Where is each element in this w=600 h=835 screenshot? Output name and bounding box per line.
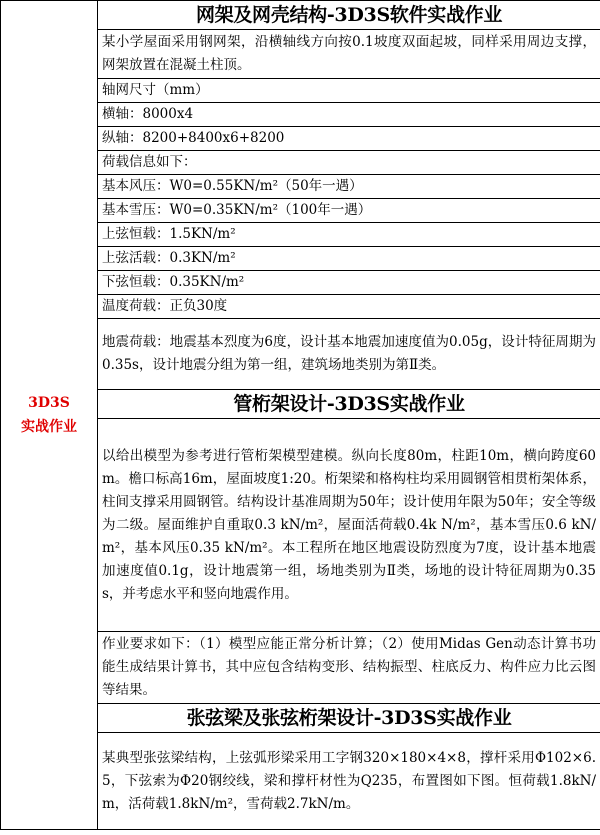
load-info-label: 荷载信息如下： <box>98 151 600 175</box>
section-1-description: 某小学屋面采用钢网架，沿横轴线方向按0.1坡度双面起坡，同样采用周边支撑， 网架放置在混凝土柱顶。 <box>98 30 600 79</box>
section-1-title: 网架及网壳结构-3D3S软件实战作业 <box>98 1 600 30</box>
category-line-1: 3D3S <box>28 395 70 411</box>
temperature-load: 温度荷载：正负30度 <box>98 295 600 319</box>
wind-pressure: 基本风压：W0=0.55KN/m²（50年一遇） <box>98 175 600 199</box>
category-line-2: 实战作业 <box>21 419 77 435</box>
horizontal-axis: 横轴：8000x4 <box>98 103 600 127</box>
snow-pressure: 基本雪压：W0=0.35KN/m²（100年一遇） <box>98 199 600 223</box>
lower-chord-dead-load: 下弦恒载：0.35KN/m² <box>98 271 600 295</box>
category-cell <box>1 1 98 830</box>
section-3-description: 某典型张弦梁结构，上弦弧形梁采用工字钢320×180×4×8，撑杆采用Φ102×6.5，下弦索为Φ20钢绞线，梁和撑杆材性为Q235，布置图如下图。恒荷载1.8kN/m，活荷载1.8kN/m²，雪荷载2.7kN/m。 <box>98 733 600 830</box>
grid-size-label: 轴网尺寸（mm） <box>98 79 600 103</box>
upper-chord-live-load: 上弦活载：0.3KN/m² <box>98 247 600 271</box>
upper-chord-dead-load: 上弦恒载：1.5KN/m² <box>98 223 600 247</box>
vertical-axis: 纵轴：8200+8400x6+8200 <box>98 127 600 151</box>
section-2-description: 以给出模型为参考进行管桁架模型建模。纵向长度80m，柱距10m，横向跨度60m。檐口标高16m，屋面坡度1:20。桁架梁和格构柱均采用圆钢管相贯桁架体系，柱间支撑采用圆钢管。结构设计基准周期为50年；设计使用年限为50年；安全等级为二级。屋面维护自重取0.3 kN/m²，屋面活荷载0.4k N/m²，基本雪压0.6 kN/m²，基本风压0.35 kN/m²。本工程所在地区地震设防烈度为7度，设计基本地震加速度值0.1g，设计地震第一组，场地类别为Ⅱ类，场地的设计特征周期为0.35s，并考虑水平和竖向地震作用。 <box>98 419 600 632</box>
section-2-requirements: 作业要求如下：（1）模型应能正常分析计算；（2）使用Midas Gen动态计算书功能生成结果计算书，其中应包含结构变形、结构振型、柱底反力、构件应力比云图等结果。 <box>98 632 600 704</box>
seismic-load: 地震荷载：地震基本烈度为6度，设计基本地震加速度值为0.05g，设计特征周期为0.35s，设计地震分组为第一组，建筑场地类别为第Ⅱ类。 <box>98 319 600 390</box>
section-2-title: 管桁架设计-3D3S实战作业 <box>98 390 600 419</box>
section-3-title: 张弦梁及张弦桁架设计-3D3S实战作业 <box>98 704 600 733</box>
